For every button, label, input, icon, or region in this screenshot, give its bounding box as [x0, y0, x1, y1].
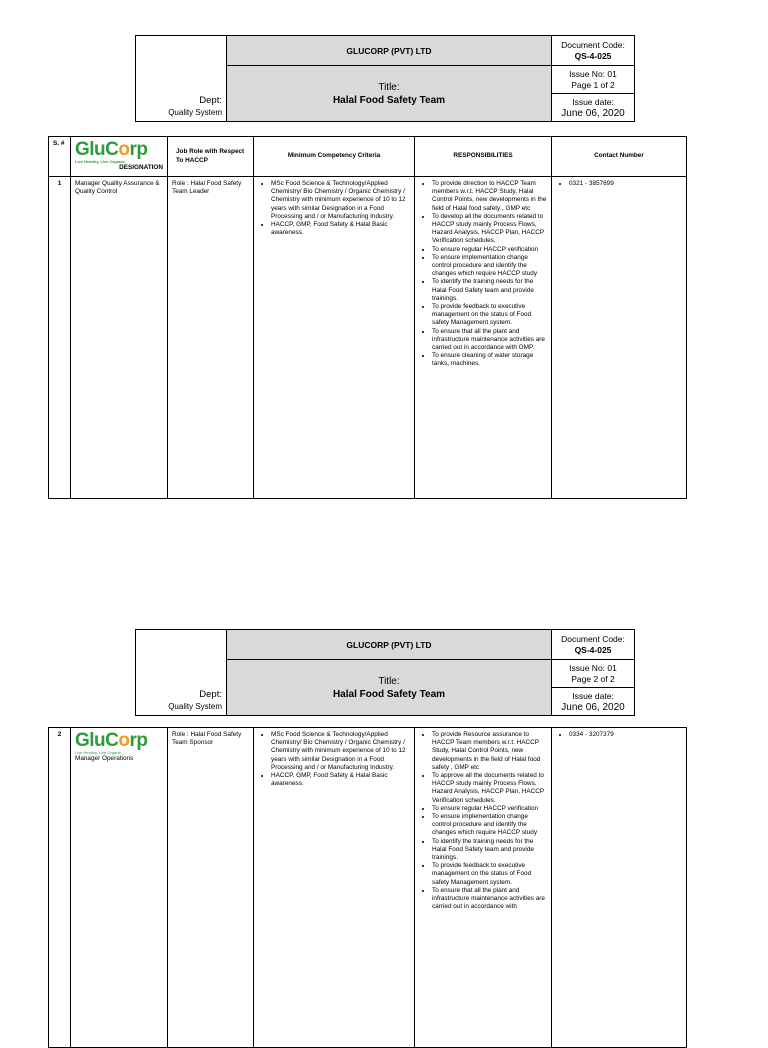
- row-sno: 2: [49, 728, 71, 1048]
- row-designation: Manager Quality Assurance & Quality Control: [71, 177, 168, 499]
- row-sno: 1: [49, 177, 71, 499]
- issue-page-cell: [552, 660, 635, 688]
- row-designation-cell: [71, 728, 168, 1048]
- title-label: Title:: [378, 675, 400, 687]
- dept-label: Dept:: [199, 689, 222, 700]
- title-cell: [227, 66, 552, 122]
- criteria-item: • MSc Food Science & Technology/Applied Chemistry/ Bio Chemistry / Organic Chemistry / Chemistry with minimum experience of 10 to 12 years with similar Designation in a Food Processing and / or Manufacturing Industry.: [271, 731, 410, 772]
- row-contact: [552, 728, 687, 1048]
- responsibility-item: • To identify the training needs for the Halal Food Safety team and provide trainings.: [432, 838, 547, 863]
- page-number: Page 2 of 2: [571, 673, 615, 684]
- responsibility-item: • To identify the training needs for the Halal Food Safety team and provide trainings.: [432, 278, 547, 303]
- dept-cell: [136, 630, 227, 716]
- glucorp-logo: GluCorp Live Healthy, Live Organic: [75, 730, 148, 755]
- criteria-item: • HACCP, GMP, Food Safety & Halal Basic awareness.: [271, 772, 410, 788]
- page2-header-table: [135, 629, 635, 716]
- doc-code-value: QS-4-025: [574, 50, 612, 61]
- table-row: [49, 728, 687, 1048]
- dept-label: Dept:: [199, 95, 222, 106]
- criteria-header: Minimum Competency Criteria: [254, 137, 415, 177]
- issue-date-cell: [552, 94, 635, 122]
- responsibility-item: • To ensure cleaning of water storage tanks, machines.: [432, 352, 547, 368]
- issue-date-label: Issue date:: [572, 96, 614, 107]
- responsibility-item: • To ensure implementation change control procedure and identify the changes which require HACCP study: [432, 813, 547, 838]
- doc-code-value: QS-4-025: [574, 644, 612, 655]
- title-value: Halal Food Safety Team: [332, 94, 446, 106]
- company-name: GLUCORP (PVT) LTD: [227, 630, 552, 660]
- responsibilities-header: RESPONSIBILITIES: [415, 137, 552, 177]
- issue-date-value: June 06, 2020: [561, 107, 625, 119]
- row-criteria: [254, 177, 415, 499]
- row-designation: Manager Operations: [75, 755, 134, 762]
- contact-header: Contact Number: [552, 137, 687, 177]
- contact-number: • 0321 - 3857699: [569, 180, 682, 188]
- criteria-item: • MSc Food Science & Technology/Applied Chemistry/ Bio Chemistry / Organic Chemistry / Chemistry with minimum experience of 10 to 12 years with similar Designation in a Food Processing and / or Manufacturing Industry.: [271, 180, 410, 221]
- company-name: GLUCORP (PVT) LTD: [227, 36, 552, 66]
- issue-no: Issue No: 01: [569, 662, 617, 673]
- doc-code-cell: [552, 630, 635, 660]
- responsibility-item: • To ensure regular HACCP verification: [432, 805, 547, 813]
- row-job-role: Role : Halal Food Safety Team Sponsor: [168, 728, 254, 1048]
- page2-team-table: [48, 727, 687, 1048]
- issue-page-cell: [552, 66, 635, 94]
- page-number: Page 1 of 2: [571, 79, 615, 90]
- row-job-role: Role : Halal Food Safety Team Leader: [168, 177, 254, 499]
- responsibility-item: • To ensure implementation change control procedure and identify the changes which require HACCP study: [432, 254, 547, 279]
- issue-date-value: June 06, 2020: [561, 701, 625, 713]
- responsibility-item: • To ensure that all the plant and infrastructure maintenance activities are carried out in accordance with: [432, 887, 547, 912]
- sno-header: S. #: [49, 137, 71, 177]
- responsibility-item: • To provide feedback to executive management on the status of Food safety Management system.: [432, 303, 547, 328]
- doc-code-cell: [552, 36, 635, 66]
- responsibility-item: • To provide Resource assurance to HACCP Team members w.r.t. HACCP Study, Halal Control Points, new developments in the field of Halal food safety , GMP etc: [432, 731, 547, 772]
- designation-label: DESIGNATION: [119, 164, 163, 171]
- issue-date-label: Issue date:: [572, 690, 614, 701]
- responsibility-item: • To approve all the documents related to HACCP study mainly Process Flows, Hazard Analysis, HACCP Plan, HACCP Verification schedules.: [432, 772, 547, 805]
- glucorp-logo: GluCorp Live Healthy, Live Organic: [75, 139, 148, 164]
- responsibility-item: • To ensure regular HACCP verification: [432, 246, 547, 254]
- contact-number: • 0334 - 3207379: [569, 731, 682, 739]
- responsibility-item: • To provide feedback to executive management on the status of Food safety Management system.: [432, 862, 547, 887]
- title-label: Title:: [378, 81, 400, 93]
- designation-header: [71, 137, 168, 177]
- doc-code-label: Document Code:: [561, 633, 625, 644]
- table-header-row: [49, 137, 687, 177]
- job-role-header: Job Role with Respect To HACCP: [168, 137, 254, 177]
- responsibility-item: • To provide direction to HACCP Team members w.r.t. HACCP Study, Halal Control Points, new developments in the field of Halal food safety , GMP etc: [432, 180, 547, 213]
- row-responsibilities: [415, 177, 552, 499]
- row-contact: [552, 177, 687, 499]
- criteria-item: • HACCP, GMP, Food Safety & Halal Basic awareness.: [271, 221, 410, 237]
- doc-code-label: Document Code:: [561, 39, 625, 50]
- responsibility-item: • To ensure that all the plant and infrastructure maintenance activities are carried out in accordance with GMP.: [432, 328, 547, 353]
- issue-no: Issue No: 01: [569, 68, 617, 79]
- dept-cell: [136, 36, 227, 122]
- issue-date-cell: [552, 688, 635, 716]
- row-criteria: [254, 728, 415, 1048]
- dept-value: Quality System: [168, 108, 222, 117]
- table-row: [49, 177, 687, 499]
- row-responsibilities: [415, 728, 552, 1048]
- title-value: Halal Food Safety Team: [332, 688, 446, 700]
- responsibility-item: • To develop all the documents related to HACCP study mainly Process Flows, Hazard Analysis, HACCP Plan, HACCP Verification schedules.: [432, 213, 547, 246]
- title-cell: [227, 660, 552, 716]
- page1-team-table: [48, 136, 687, 499]
- page1-header-table: [135, 35, 635, 122]
- dept-value: Quality System: [168, 702, 222, 711]
